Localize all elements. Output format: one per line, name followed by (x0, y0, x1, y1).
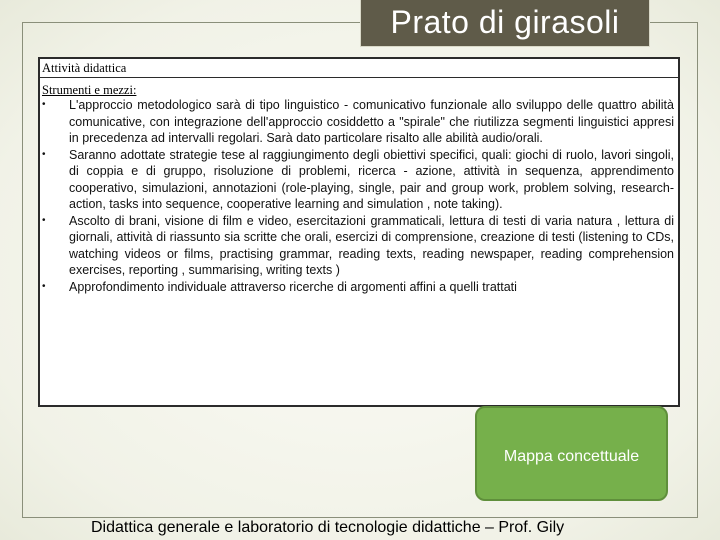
bullet-icon: • (42, 214, 46, 226)
list-item-text: Ascolto di brani, visione di film e video, esercitazioni grammaticali, lettura di testi di varia natura , lettura di giornali, attività di riassunto sia scritte che orali, esercizi di comprensione, creazione di testi (listening to CDs, watching videos or films, practising grammar, reading texts, reading newspaper, reading comprehension exercises, reporting , summarising, writing texts ) (69, 213, 674, 277)
content-panel (38, 57, 680, 407)
concept-map-button-label: Mappa concettuale (503, 447, 640, 465)
list-item-text: Approfondimento individuale attraverso ricerche di argomenti affini a quelli trattati (69, 279, 517, 294)
points-list (40, 97, 678, 295)
bullet-icon: • (42, 148, 46, 160)
list-item-text: L'approccio metodologico sarà di tipo linguistico - comunicativo funzionale allo sviluppo delle quattro abilità comunicative, con integrazione dell'approccio cosiddetto a "spirale" che riutilizza segmenti linguistici appresi in precedenza ad intervalli regolari. Sarà dato particolare risalto alle abilità audio/orali. (69, 98, 674, 145)
slide-footer: Didattica generale e laboratorio di tecnologie didattiche – Prof. Gily (91, 519, 565, 536)
slide-title: Prato di girasoli (360, 0, 650, 47)
list-item (42, 97, 674, 147)
bullet-icon: • (42, 280, 46, 292)
bullet-icon: • (42, 99, 46, 110)
list-item (42, 279, 674, 296)
list-item (42, 147, 674, 213)
list-item-text: Saranno adottate strategie tese al raggiungimento degli obiettivi specifici, quali: giochi di ruolo, lavori singoli, di coppia e di gruppo, risoluzione di problemi, ricerca - azione, attività in sequenza, apprendimento cooperativo, simulazioni, annotazioni (role-playing, single, pair and group work, problem solving, research-action, tasks into sequence, cooperative learning and simulation , note taking). (69, 147, 674, 211)
means-heading: Strumenti e mezzi: (42, 83, 137, 97)
concept-map-button[interactable] (475, 406, 668, 501)
list-item (42, 213, 674, 279)
section-label: Attività didattica (40, 59, 678, 78)
